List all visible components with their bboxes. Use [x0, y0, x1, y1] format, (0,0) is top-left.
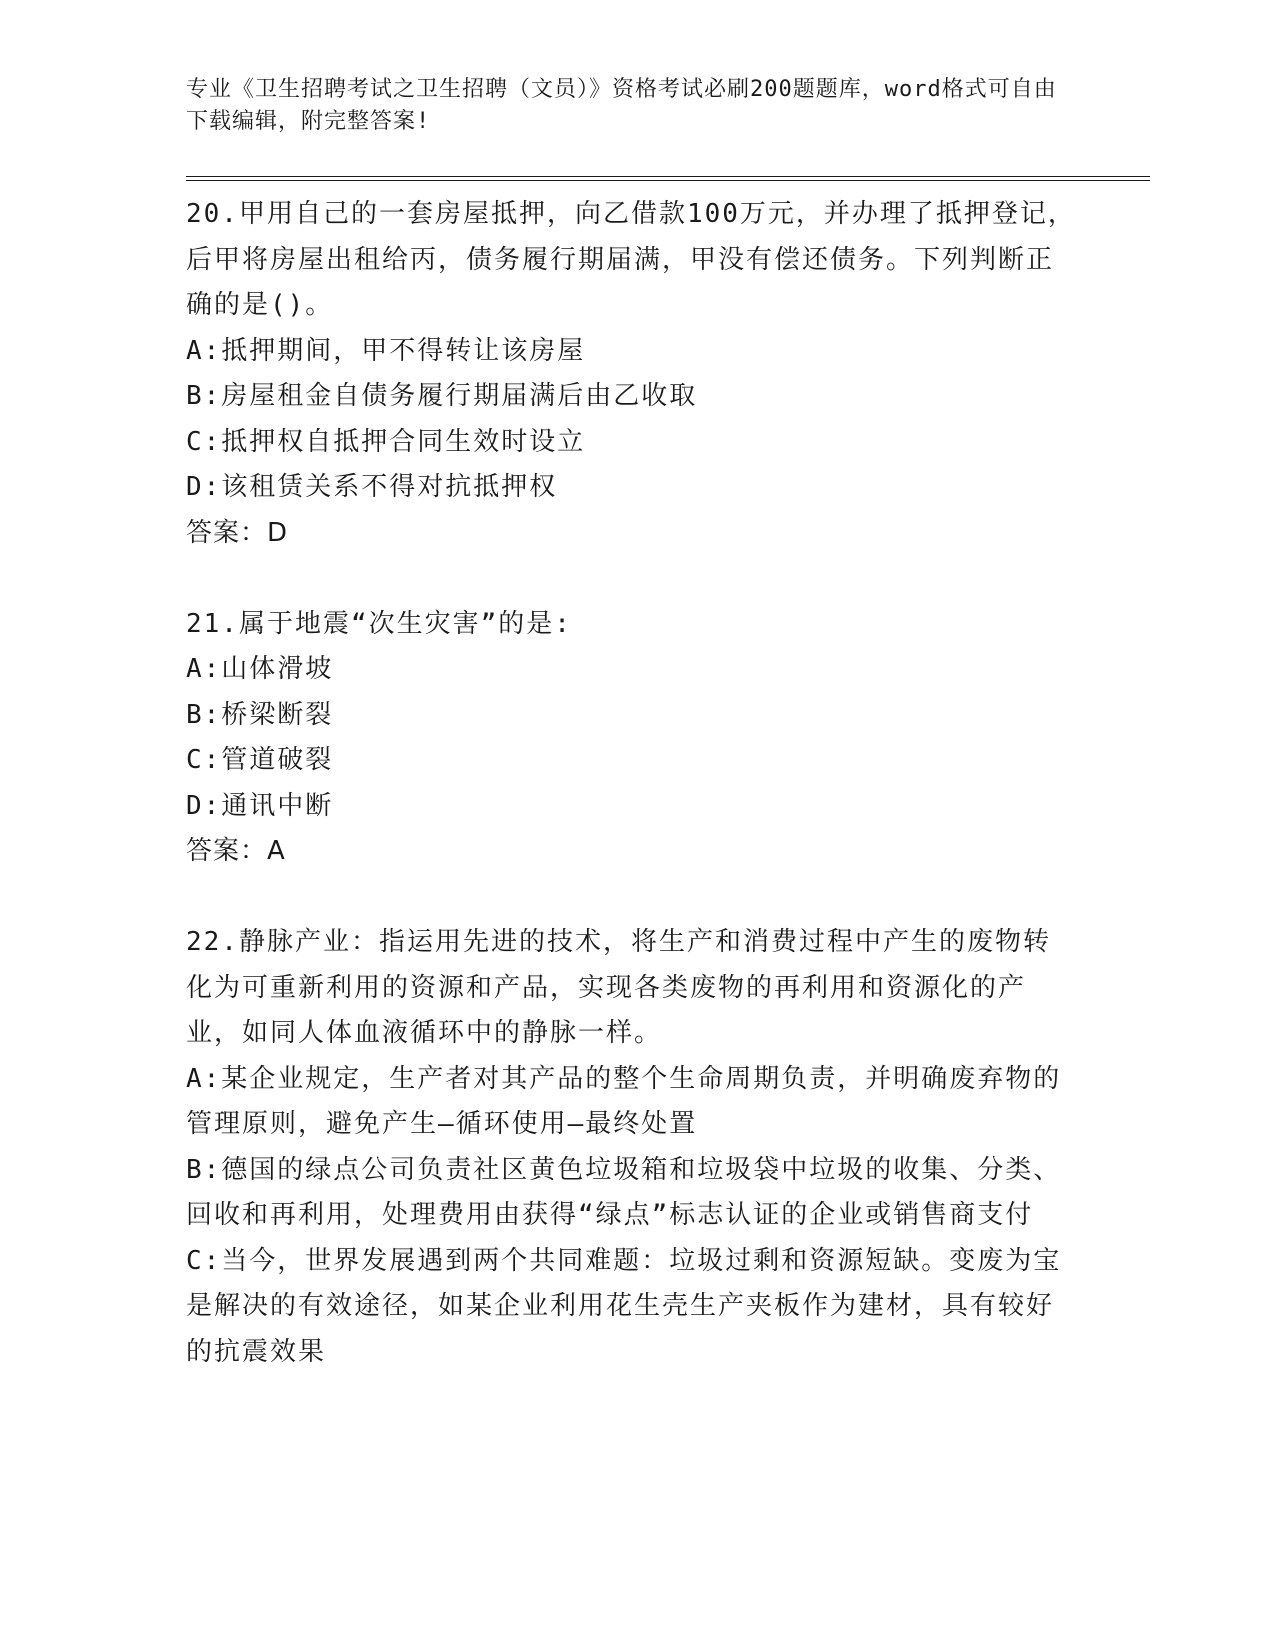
answer-line: 答案：D	[186, 517, 289, 548]
option-c: C:当今，世界发展遇到两个共同难题：垃圾过剩和资源短缺。变废为宝是解决的有效途径，如某企业利用花生壳生产夹板作为建材，具有较好的抗震效果	[186, 1245, 1062, 1367]
option-d: D:通讯中断	[186, 790, 334, 821]
question-20	[186, 192, 1076, 556]
answer-line: 答案：A	[186, 836, 286, 866]
question-stem: 22.静脉产业：指运用先进的技术，将生产和消费过程中产生的废物转化为可重新利用的资源和产品，实现各类废物的再利用和资源化的产业，如同人体血液循环中的静脉一样。	[186, 927, 1051, 1048]
option-c: C:抵押权自抵押合同生效时设立	[186, 426, 586, 457]
question-21	[186, 602, 1076, 875]
question-gap	[186, 875, 1076, 921]
header-divider	[186, 176, 1150, 181]
question-stem: 21.属于地震“次生灾害”的是:	[186, 608, 572, 639]
option-b: B:德国的绿点公司负责社区黄色垃圾箱和垃圾袋中垃圾的收集、分类、回收和再利用，处理费用由获得“绿点”标志认证的企业或销售商支付	[186, 1154, 1062, 1230]
option-c: C:管道破裂	[186, 745, 334, 775]
option-a: A:山体滑坡	[186, 654, 334, 684]
document-header: 专业《卫生招聘考试之卫生招聘（文员）》资格考试必刷200题题库，word格式可自由下载编辑，附完整答案!	[186, 77, 1057, 134]
question-list	[186, 192, 1076, 1375]
question-gap	[186, 556, 1076, 602]
question-22	[186, 920, 1076, 1375]
question-stem: 20.甲用自己的一套房屋抵押，向乙借款100万元，并办理了抵押登记，后甲将房屋出租给丙，债务履行期届满，甲没有偿还债务。下列判断正确的是()。	[186, 199, 1076, 320]
option-b: B:桥梁断裂	[186, 699, 334, 730]
option-b: B:房屋租金自债务履行期届满后由乙收取	[186, 381, 698, 411]
option-a: A:抵押期间，甲不得转让该房屋	[186, 335, 586, 366]
option-a: A:某企业规定，生产者对其产品的整个生命周期负责，并明确废弃物的管理原则，避免产生—循环使用—最终处置	[186, 1063, 1062, 1139]
option-d: D:该租赁关系不得对抗抵押权	[186, 472, 558, 502]
